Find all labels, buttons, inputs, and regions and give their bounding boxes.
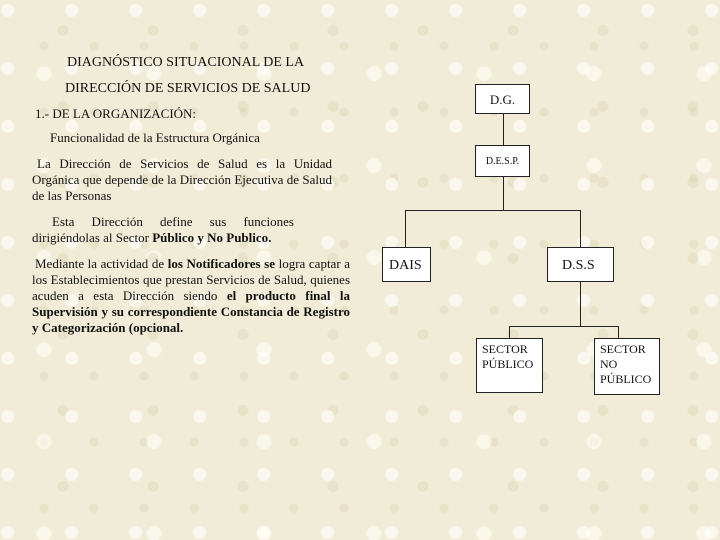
connector-horizontal-top (405, 210, 581, 211)
box-dss-label: D.S.S (562, 258, 595, 273)
paragraph-3-text-2: logra captar a los Establecimientos que prestan Servicios de Salud, quienes acuden a esta Dirección siendo (32, 256, 351, 303)
connector-to-dais (405, 210, 406, 248)
paragraph-2-text: Esta Dirección define sus funciones dirigiéndolas al Sector (32, 214, 294, 245)
connector-desp-hub (503, 176, 504, 210)
title-line-1: DIAGNÓSTICO SITUACIONAL DE LA (67, 55, 305, 70)
box-desp (475, 145, 530, 177)
connector-horizontal-bottom (509, 326, 619, 327)
connector-to-sector-publico (509, 326, 510, 338)
paragraph-3-bold-1: los Notificadores se (167, 256, 276, 271)
box-dais-label: DAIS (389, 258, 422, 273)
box-dss (547, 247, 614, 282)
paragraph-3-text-1: Mediante la actividad de (35, 256, 168, 271)
box-sector-publico (476, 338, 543, 393)
paragraph-1: La Dirección de Servicios de Salud es la Unidad Orgánica que depende de la Dirección Ejecutiva de Salud de las Personas (32, 156, 332, 203)
connector-dg-desp (503, 113, 504, 146)
paragraph-3-bold-2: el producto final la Supervisión y su correspondiente Constancia de Registro y Categorización (opcional. (32, 288, 351, 335)
box-dais (382, 247, 431, 282)
section-heading: 1.- DE LA ORGANIZACIÓN: (35, 106, 197, 121)
connector-to-sector-no-publico (618, 326, 619, 338)
box-sector-no-publico (594, 338, 660, 395)
box-sector-publico-label: SECTOR PÚBLICO (482, 342, 534, 371)
connector-dss-down (580, 282, 581, 326)
title-line-2: DIRECCIÓN DE SERVICIOS DE SALUD (65, 81, 311, 96)
paragraph-2-bold: Público y No Publico. (152, 230, 272, 245)
connector-to-dss (580, 210, 581, 248)
paragraph-2 (32, 214, 294, 246)
subheading: Funcionalidad de la Estructura Orgánica (50, 130, 260, 145)
box-dg-label: D.G. (489, 91, 516, 107)
box-desp-label: D.E.S.P. (485, 155, 520, 167)
paragraph-3 (32, 256, 350, 336)
box-sector-no-publico-label: SECTOR NO PÚBLICO (600, 342, 652, 386)
box-dg (475, 84, 530, 114)
